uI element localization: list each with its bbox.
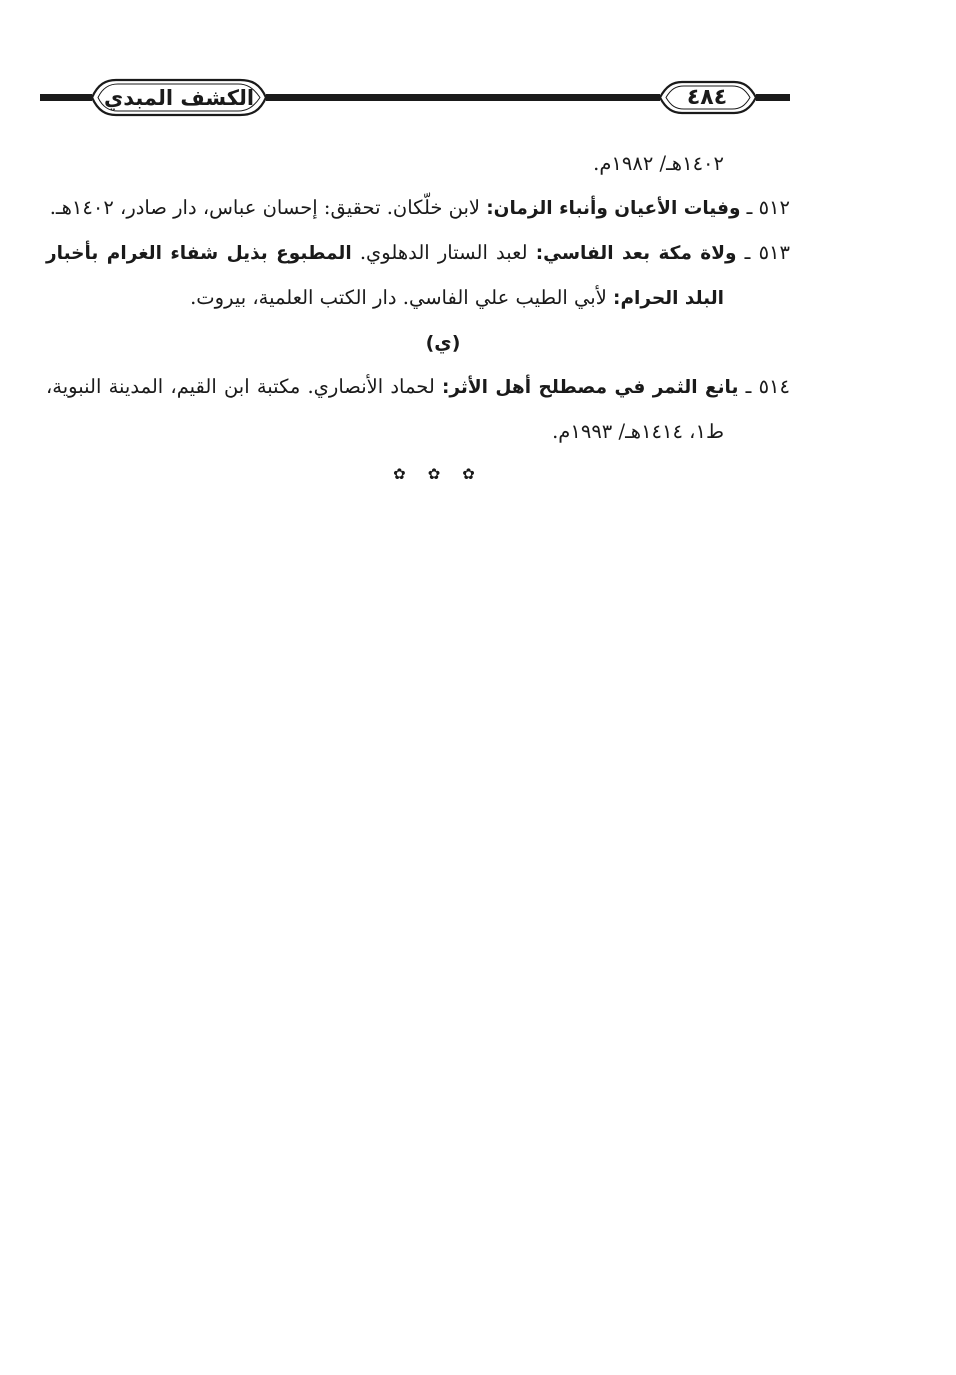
entry-details: لحماد الأنصاري. مكتبة ابن القيم، المدينة النبوية، ط١، ١٤١٤هـ/ ١٩٩٣م. [46,375,724,443]
list-item [46,142,790,186]
entry-dash: ـ [740,196,759,219]
end-ornament: ✿✿✿ [393,465,497,483]
section-heading: (ي) [425,332,461,354]
entry-title: وفيات الأعيان وأنباء الزمان: [486,198,741,219]
list-item [46,186,790,231]
page-number: ٤٨٤ [686,85,728,110]
list-item [46,365,790,454]
entry-number: ٥١٤ [758,375,790,398]
entry-title: ولاة مكة بعد الفاسي: [535,243,737,264]
entry-number: ٥١٢ [758,196,790,219]
entry-text: ١٤٠٢هـ/ ١٩٨٢م. [593,152,724,175]
entry-title: يانع الثمر في مصطلح أهل الأثر: [441,377,739,398]
running-head-title: الكشف المبدي [103,85,255,110]
entry-details: لعبد الستار الدهلوي. [351,241,536,264]
bibliography-list [46,142,790,494]
list-item [46,231,790,321]
entry-details: لابن خلّكان. تحقيق: إحسان عباس، دار صادر، ١٤٠٢هـ. [49,196,487,219]
entry-dash: ـ [736,241,759,264]
entry-details: لأبي الطيب علي الفاسي. دار الكتب العلمية، بيروت. [190,286,614,309]
entry-number: ٥١٣ [758,241,790,264]
entry-dash: ـ [738,375,759,398]
entry-subtitle: المطبوع بذيل شفاء الغرام بأخبار البلد الحرام: [46,243,724,309]
